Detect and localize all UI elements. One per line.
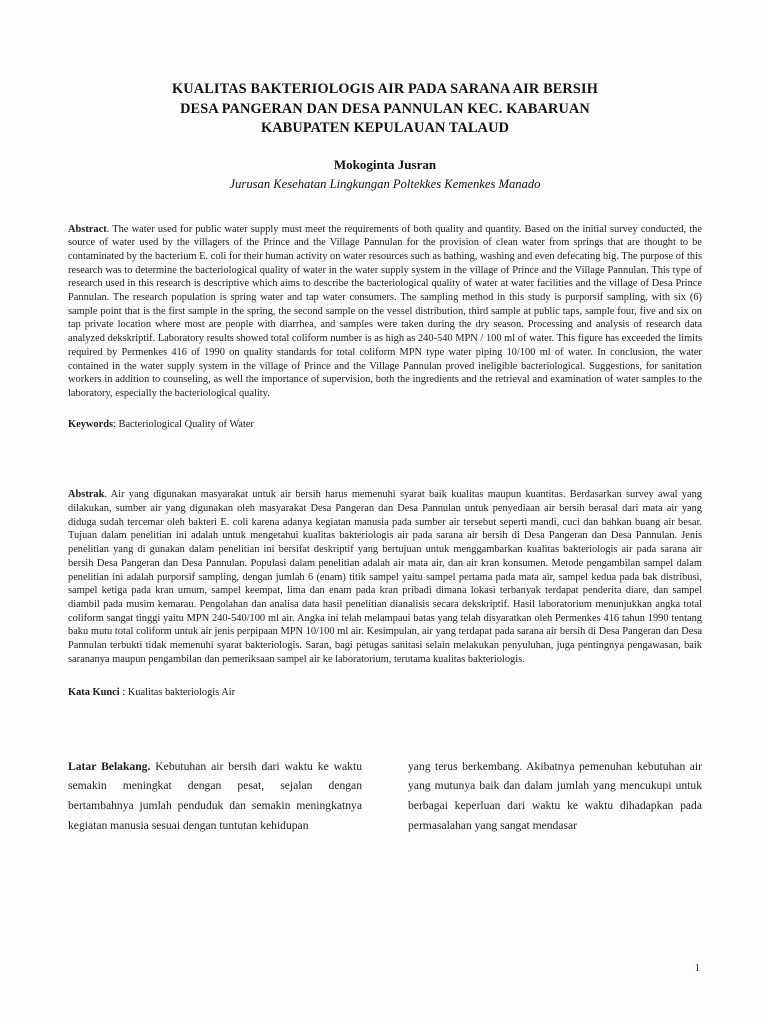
keywords-indonesian-label: Kata Kunci: [68, 687, 120, 699]
abstract-indonesian-text: . Air yang digunakan masyarakat untuk air bersih harus memenuhi syarat baik kualitas maupun kuantitas. Berdasarkan survey awal yang dilakukan, sumber air yang digunakan oleh masyarakat Desa Pangeran dan Desa Pannulan untuk penyediaan air bersih berasal dari mata air yang diduga sudah tercemar oleh bakteri E. coli karena adanya kegiatan manusia pada sumber air tersebut seperti mandi, cuci dan bahkan buang air besar. Tujuan dalam penelitian ini adalah untuk mengetahui kualitas bakteriologis air pada sarana air bersih di Desa Pangeran dan Desa Pannulan. Jenis penelitian yang di gunakan dalam penelitian ini bersifat deskriptif yang bertujuan untuk menggambarkan kualitas bakteriologis air pada sarana air bersih Desa Pangeran dan Desa Pannulan. Populasi dalam penelitian adalah air mata air, dan air kran konsumen. Metode pengambilan sampel dalam penelitian ini adalah purporsif sampling, dengan jumlah 6 (enam) titik sampel yaitu sampel pertama pada mata air, sampel kedua pada bak distribusi, sampel ketiga pada kran umum, sampel keempat, lima dan enam pada kran pribadi dimana lokasi terbanyak terdapat penderita diare, dan sampel diambil pada musim kemarau. Pengolahan dan analisa data hasil penelitian dianalisis secara dekskriptif. Hasil laboratorium menunjukkan angka total coliform sangat tinggi yaitu MPN 240-540/100 ml air. Angka ini telah melampaui batas yang telah disyaratkan oleh Permenkes 416 tahun 1990 tentang baku mutu total coliform untuk air jenis perpipaan MPN 10/100 ml air. Kesimpulan, air yang terdapat pada sarana air bersih di Desa Pangeran dan Desa Pannulan terbukti tidak memenuhi syarat bakteriologis. Saran, bagi petugas sanitasi selain melakukan penyuluhan, juga pentingnya pengawasan, baik sarananya maupun pengambilan dan pemeriksaan sampel air ke laboratorium, terutama kualitas bakteriologis.: [68, 489, 702, 665]
abstract-indonesian-label: Abstrak: [68, 489, 105, 501]
title-line-3: KABUPATEN KEPULAUAN TALAUD: [260, 120, 510, 136]
body-column-right-paragraph: [408, 757, 702, 835]
abstract-english: [68, 223, 702, 432]
keywords-english-text: : Bacteriological Quality of Water: [113, 418, 254, 430]
author-block: [68, 156, 702, 193]
abstract-indonesian: [68, 488, 702, 700]
abstract-english-text: . The water used for public water supply must meet the requirements of both quality and quantity. Based on the initial survey conducted, the source of water used by the villagers of the Prince and the Village Pannulan for the provision of clean water from springs that are thought to be contaminated by the bacterium E. coli for their human activity on water resources such as bathing, washing and even defecating big. The purpose of this research was to determine the bacteriological quality of water in the water supply system in the village of Prince and the Village Pannulan. This type of research used in this research is descriptive which aims to describe the bacteriological quality of water at water facilities and the village of Desa Prince Pannulan. The research population is spring water and tap water consumers. The sampling method in this study is purporsif sampling, with six (6) sample point that is the first sample in the spring, the second sample on the vessel distribution, third sample at public taps, sample four, five and six on tap private location where most are people with diarrhea, and samples were taken during the dry season. Processing and analysis of research data analyzed dekskriptif. Laboratory results showed total coliform number is as high as 240-540 MPN / 100 ml of water. This figure has exceeded the limits required by Permenkes 416 of 1990 on quality standards for total coliform MPN type water piping 10/100 ml of water. In conclusion, the water contained in the water supply system in the village of Prince and the Village Pannulan proved ineligible bacteriological. Suggestions, for sanitation workers in addition to counseling, as well the importance of supervision, both the ingredients and the retrieval and examination of water samples to the laboratory, especially the bacteriological quality.: [68, 223, 702, 399]
keywords-indonesian-text: : Kualitas bakteriologis Air: [119, 687, 236, 699]
abstract-english-paragraph: [68, 223, 702, 401]
body-column-left-paragraph: [68, 757, 362, 835]
author-affiliation: Jurusan Kesehatan Lingkungan Poltekkes Kemenkes Manado: [229, 176, 541, 191]
keywords-english: [68, 418, 702, 432]
body-column-left: [68, 745, 362, 847]
page-content: [68, 0, 702, 847]
author-name: Mokoginta Jusran: [333, 156, 437, 172]
page-number: 1: [694, 962, 700, 974]
body-column-right-text: yang terus berkembang. Akibatnya pemenuhan kebutuhan air yang mutunya baik dan dalam jumlah yang mencukupi untuk berbagai keperluan dari waktu ke waktu dihadapkan pada permasalahan yang sangat mendasar: [408, 759, 702, 832]
title-line-1: KUALITAS BAKTERIOLOGIS AIR PADA SARANA AIR BERSIH: [172, 81, 598, 97]
section-heading: Latar Belakang.: [68, 759, 151, 773]
body-column-right: [408, 745, 702, 847]
paper-title: [68, 80, 702, 139]
body-column-left-text: Kebutuhan air bersih dari waktu ke waktu semakin meningkat dengan pesat, sejalan dengan bertambahnya jumlah penduduk dan semakin meningkatnya kegiatan manusia sesuai dengan tuntutan kehidupan: [68, 759, 363, 832]
abstract-english-label: Abstract: [68, 223, 107, 235]
keywords-english-label: Keywords: [68, 418, 114, 430]
title-line-2: DESA PANGERAN DAN DESA PANNULAN KEC. KABARUAN: [180, 100, 590, 117]
abstract-indonesian-paragraph: [68, 488, 702, 666]
body-two-column-section: [68, 745, 702, 847]
keywords-indonesian: [68, 686, 702, 700]
